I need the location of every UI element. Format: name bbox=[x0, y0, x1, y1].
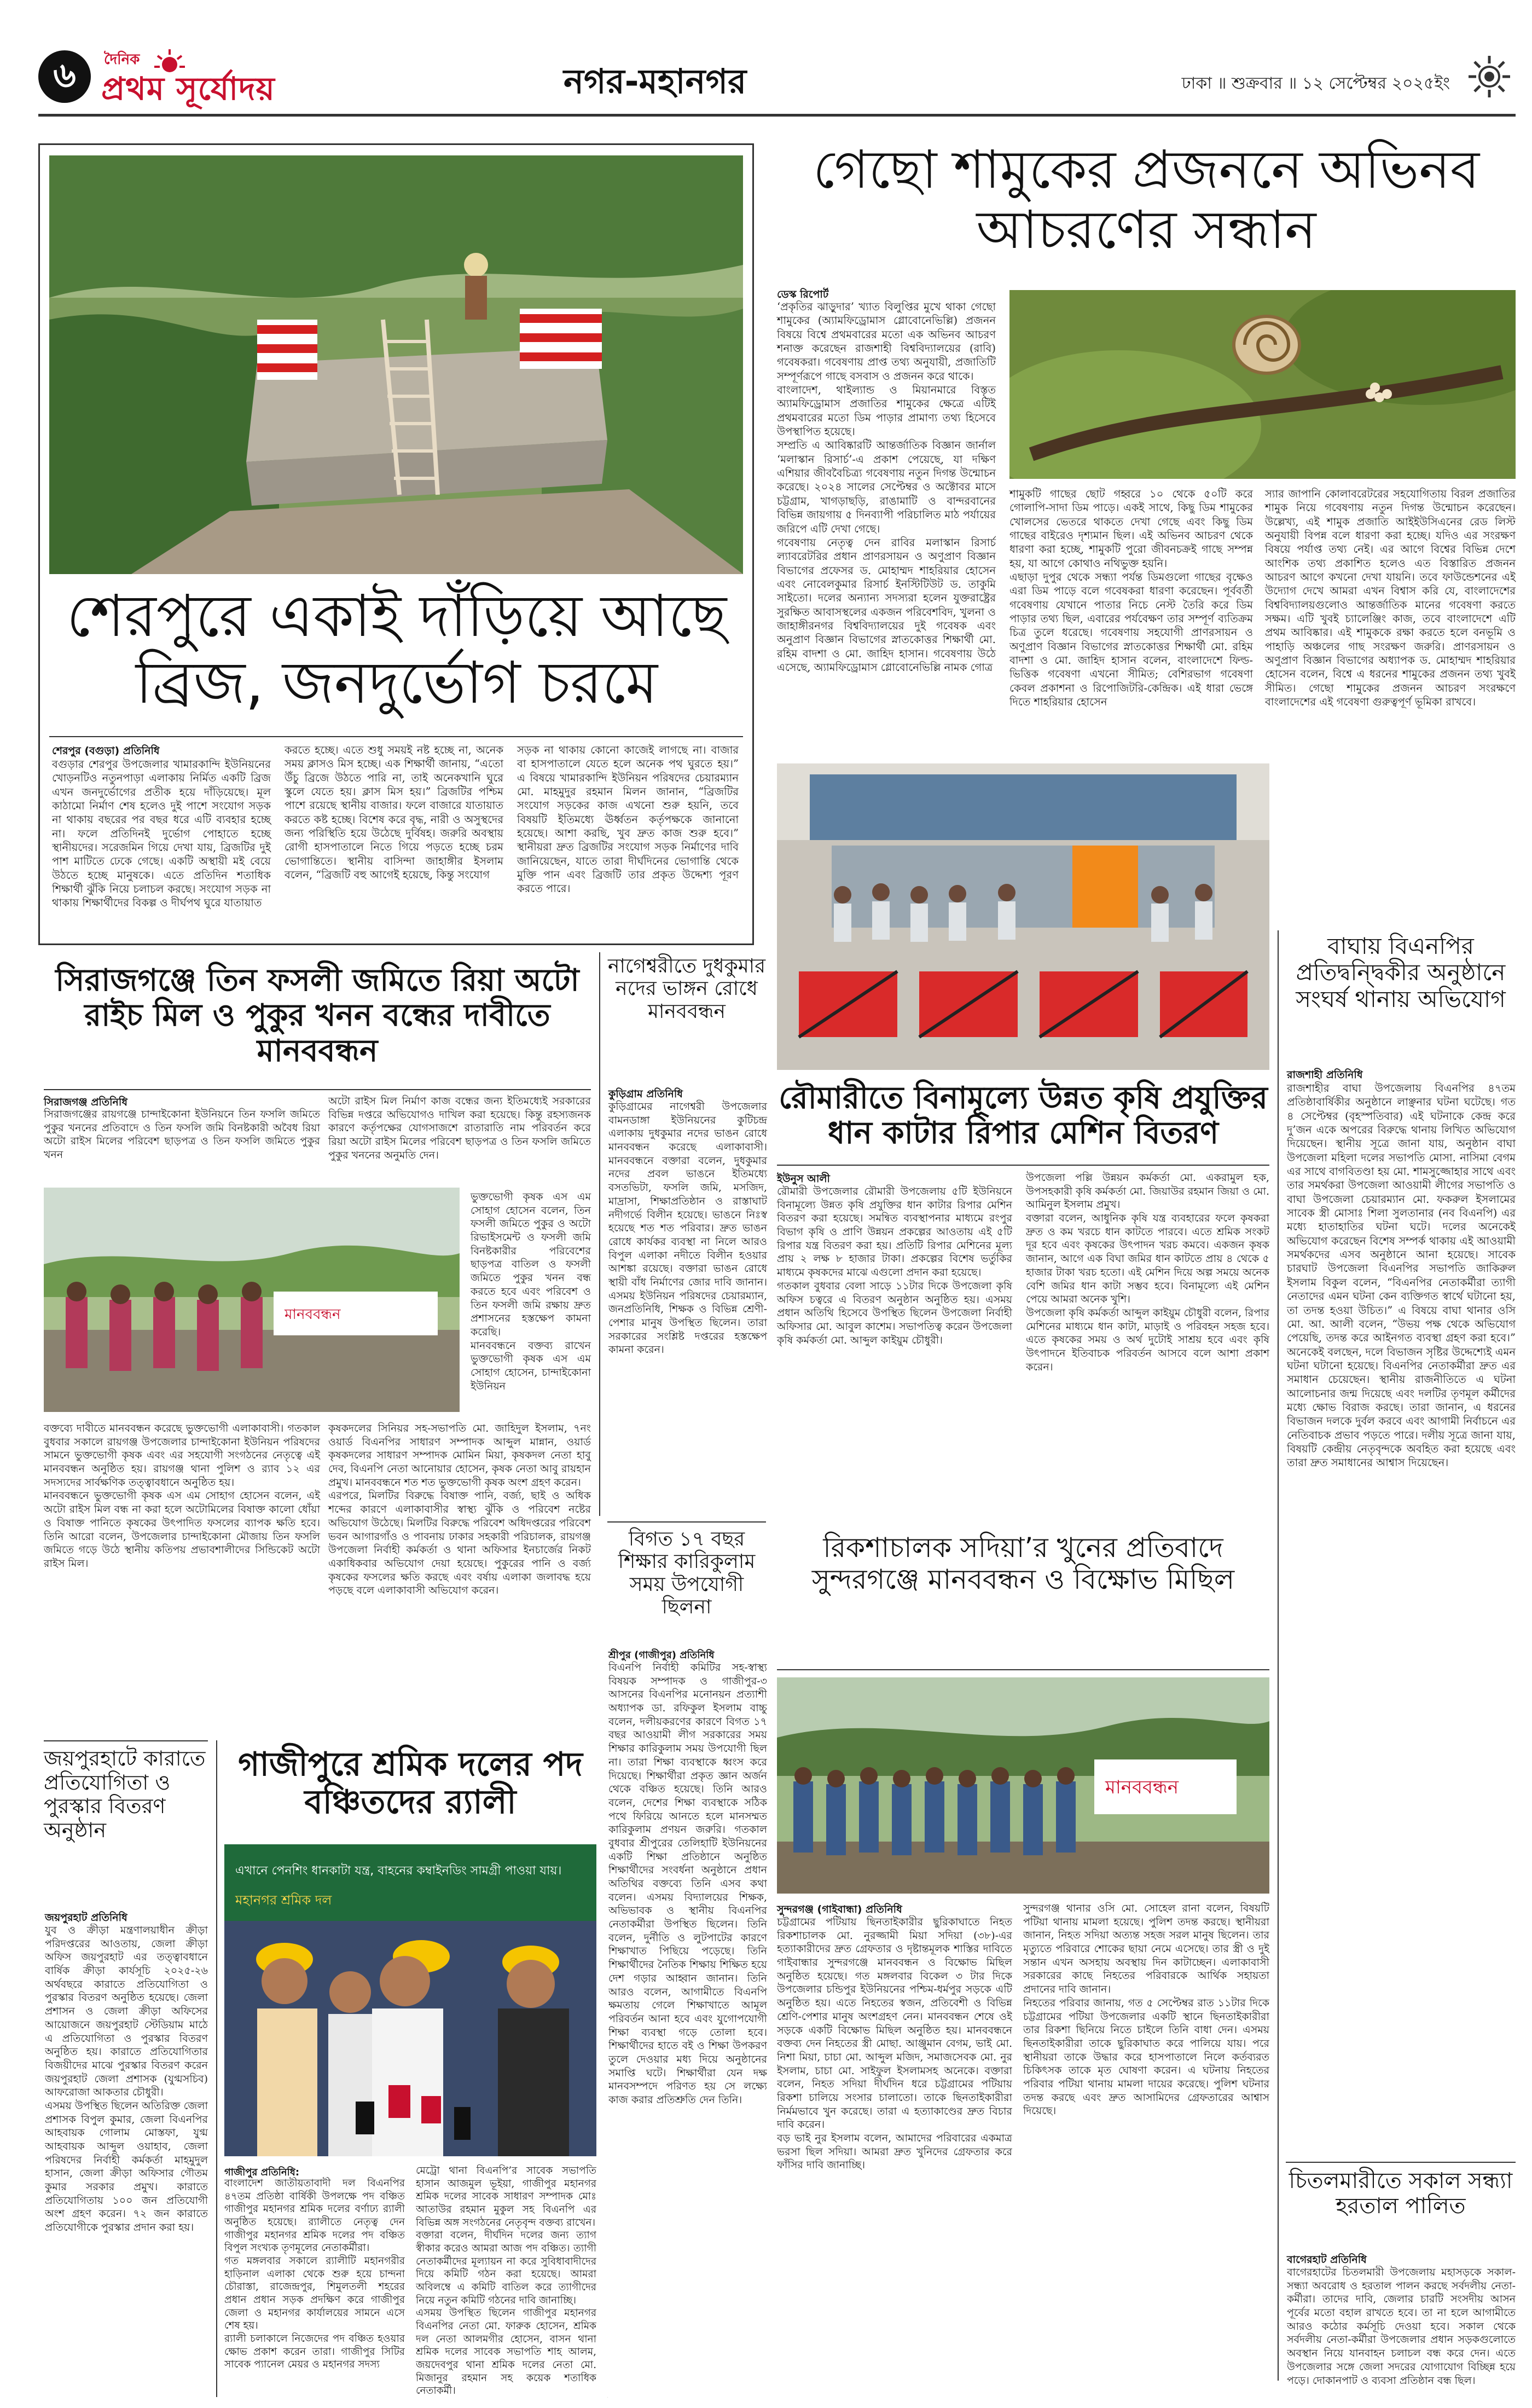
syllabus-rule bbox=[607, 1521, 766, 1523]
snail-byline: ডেস্ক রিপোর্ট bbox=[777, 288, 829, 300]
sirajganj-col-1: সিরাজগঞ্জের রায়গঞ্জে চান্দাইকোনা ইউনিয়নে তিন ফসলি জমিতে পুকুর খননের প্রতিবাদে ও তিন ফসলি জমি বিনষ্টকারী অবৈধ রিয়া অটো রাইস মিলের পরিবেশ ছাড়পত্র ও তিন ফসলি জমিতে পুকুর খনন bbox=[44, 1108, 320, 1161]
gazipur-headline: গাজীপুরে শ্রমিক দলের পদ বঞ্চিতদের র‍্যালী bbox=[238, 1745, 583, 1821]
roumari-col-2: উপজেলা পল্লি উন্নয়ন কর্মকর্তা মো. একরামুল হক, উপসহকারী কৃষি কর্মকর্তা মো. জিয়াউর রহমান জিয়া ও মো. আমিনুল ইসলাম প্রমুখ। বক্তারা বলেন, আধুনিক কৃষি যন্ত্র ব্যবহারের ফলে কৃষকরা দ্রুত ও কম খরচে ধান কাটতে পারবে। এতে শ্রমিক সংকট দূর হবে এবং কৃষকের উৎপাদন খরচ কমবে। একজন কৃষক জানান, আগে এক বিঘা জমির ধান কাটতে প্রায় ৪ থেকে ৫ হাজার টাকা খরচ হতো। এই মেশিন দিয়ে অল্প সময়ে অনেক বেশি জমির ধান কাটা সম্ভব হবে। বিনামূল্যে এই মেশিন পেয়ে আমরা অনেক খুশি। উপজেলা কৃষি কর্মকর্তা আব্দুল কাইয়ুম চৌধুরী বলেন, রিপার মেশিনের মাধ্যমে ধান কাটা, মাড়াই ও পরিবহন সহজ হবে। এতে কৃষকের সময় ও অর্থ দুটোই সাশ্রয় হবে এবং কৃষি উৎপাদনে ইতিবাচক পরিবর্তন আসবে বলে আশা প্রকাশ করেন। bbox=[1026, 1172, 1269, 1373]
chitalmari-rule bbox=[1286, 2162, 1516, 2163]
sirajganj-col-2: অটো রাইস মিল নির্মাণ কাজ বন্ধের জন্য ইতিমধ্যেই সরকারের বিভিন্ন দপ্তরে অভিযোগও দাখিল করা হয়েছে। কিন্তু রহস্যজনক কারণে কর্তৃপক্ষের যোগসাজশে রাতারাতি নাম পরিবর্তন করে রিয়া অটো রাইস মিলের পরিবেশ ছাড়পত্র ও তিন ফসলি জমিতে পুকুর খননের অনুমতি দেন। bbox=[328, 1095, 591, 1161]
snail-headline: গেছো শামুকের প্রজননে অভিনব আচরণের সন্ধান bbox=[813, 139, 1480, 261]
nageshwari-byline: কুড়িগ্রাম প্রতিনিধি bbox=[608, 1088, 683, 1100]
roumari-headline-rule bbox=[777, 1165, 1269, 1166]
sirajganj-headline: সিরাজগঞ্জে তিন ফসলী জমিতে রিয়া অটো রাইচ মিল ও পুকুর খনন বন্ধের দাবীতে মানববন্ধন bbox=[55, 963, 579, 1069]
chitalmari-headline: চিতলমারীতে সকাল সন্ধ্যা হরতাল পালিত bbox=[1289, 2168, 1513, 2219]
bridge-col-1: বগুড়ার শেরপুর উপজেলার খামারকান্দি ইউনিয়নের খোড়নটিও নতুনপাড়া এলাকায় নির্মিত একটি ব্রিজ এখন জনদুর্ভোগের প্রতীক হয়ে দাঁড়িয়েছে। মূল কাঠামো নির্মাণ শেষ হলেও দুই পাশে সংযোগ সড়ক না থাকায় বছরের পর বছর ধরে এটি ব্যবহার হচ্ছে না। ফলে প্রতিদিনই দুর্ভোগ পোহাতে হচ্ছে স্থানীয়দের। সরেজমিন গিয়ে দেখা যায়, ব্রিজটির দুই পাশ মাটিতে ঢেকে গেছে। একটি অস্থায়ী মই বেয়ে উঠতে হচ্ছে মানুষকে। এতে প্রতিদিন শতাধিক শিক্ষার্থী ঝুঁকি নিয়ে চলাচল করছে। সংযোগ সড়ক না থাকায় শিক্ষার্থীদের বিকল্প ও দীর্ঘপথ ঘুরে যাতায়াত bbox=[52, 758, 271, 910]
baghai-headline: বাঘায় বিএনপির প্রতিদ্বন্দ্বিকীর অনুষ্ঠানে সংঘর্ষ থানায় অভিযোগ bbox=[1296, 933, 1506, 1012]
bridge-byline: শেরপুর (বগুড়া) প্রতিনিধি bbox=[52, 745, 160, 757]
ornament-icon bbox=[1466, 54, 1512, 100]
gazipur-divider bbox=[216, 1740, 217, 2397]
baghai-byline: রাজশাহী প্রতিনিধি bbox=[1287, 1069, 1363, 1081]
gazipur-col-1: বাংলাদেশ জাতীয়তাবাদী দল বিএনপির ৪৭তম প্রতিষ্ঠা বার্ষিকী উপলক্ষে পদ বঞ্চিত গাজীপুর মহানগর শ্রমিক দলের বর্ণাঢ্য র‍্যালী অনুষ্ঠিত হয়েছে। র‍্যালীতে নেতৃত্ব দেন গাজীপুর মহানগর শ্রমিক দলের পদ বঞ্চিত বিপুল সংখ্যক তৃণমূলের নেতাকর্মীরা। গত মঙ্গলবার সকালে র‍্যালীটি মহানগরীর হাড়িনাল এলাকা থেকে শুরু হয়ে চান্দনা চৌরাস্তা, রাজেন্দ্রপুর, শিমুলতলী শহরের প্রধান প্রধান সড়ক প্রদক্ষিণ করে গাজীপুর জেলা ও মহানগর কার্যালয়ের সামনে এসে শেষ হয়। র‍্যালী চলাকালে নিজেদের পদ বঞ্চিত হওয়ার ক্ষোভ প্রকাশ করেন তারা। গাজীপুর সিটির সাবেক প্যানেল মেয়র ও মহানগর সদস্য bbox=[224, 2178, 405, 2371]
bridge-photo bbox=[49, 155, 743, 574]
gazipur-banner-1: এখানে পেনশিং ধানকাটা যন্ত্র, বাহনের কম্বাইনডিং সামগ্রী পাওয়া যায়। bbox=[235, 1864, 562, 1878]
joypurhat-headline: জয়পুরহাটে কারাতে প্রতিযোগিতা ও পুরস্কার বিতরণ অনুষ্ঠান bbox=[44, 1746, 206, 1843]
nageshwari-divider bbox=[599, 952, 600, 1516]
chitalmari-byline: বাগেরহাট প্রতিনিধি bbox=[1287, 2254, 1367, 2266]
roumari-byline: ইউনুস আলী bbox=[777, 1173, 830, 1185]
gazipur-byline: গাজীপুর প্রতিনিধি: bbox=[224, 2167, 300, 2178]
sirajganj-col-4: কৃষকদলের সিনিয়র সহ-সভাপতি মো. জাহিদুল ইসলাম, ৭নং ওয়ার্ড বিএনপির সাধারণ সম্পাদক আব্দুল মান্নান, ওয়ার্ড কৃষকদলের সাধারণ সম্পাদক মোমিন মিয়া, কৃষকদল নেতা হাবু দেব, বিএনপি নেতা আনোয়ার হোসেন, কৃষক নেতা আবু রায়হান প্রমুখ। মানববন্ধনে শত শত ভুক্তভোগী কৃষক অংশ গ্রহণ করেন। এরপরে, মিলটির বিরুদ্ধে বিষাক্ত পানি, বর্জ্য, ছাই ও অধিক শব্দের কারণে এলাকাবাসীর স্বাস্থ্য ঝুঁকি ও পরিবেশ নষ্টের অভিযোগ উঠেছে। মিলটির বিরুদ্ধে পরিবেশ অধিদপ্তরের পরিবেশ ভবন আগারগাঁও ও পাবনায় ঢাকার সহকারী পরিচালক, রায়গঞ্জ উপজেলা নির্বাহী কর্মকর্তা ও থানা অফিসার ইনচার্জের নিকট একাধিকবার অভিযোগ দেয়া হয়েছে। পুকুরের পানি ও বর্জ্য কৃষকের ফসলের ক্ষতি করছে এবং বর্ষায় এলাকা জলাবদ্ধ হয়ে পড়ছে বলে এলাকাবাসী অভিযোগ করেন। bbox=[328, 1422, 591, 1597]
masthead-rule bbox=[38, 114, 1516, 117]
gazipur-banner-2: মহানগর শ্রমিক দল bbox=[235, 1892, 332, 1908]
joypurhat-body: যুব ও ক্রীড়া মন্ত্রণালয়াধীন ক্রীড়া পরিদপ্তরের আওতায়, জেলা ক্রীড়া অফিস জয়পুরহাট এর তত্ত্বাবধানে বার্ষিক ক্রীড়া কার্যসূচি ২০২৫-২৬ অর্থবছরে কারাতে প্রতিযোগিতা ও পুরস্কার বিতরণ অনুষ্ঠিত হয়েছে। জেলা প্রশাসন ও জেলা ক্রীড়া অফিসের আয়োজনে জয়পুরহাট স্টেডিয়াম মাঠে এ প্রতিযোগিতা ও পুরস্কার বিতরণ অনুষ্ঠিত হয়। কারাতে প্রতিযোগিতার বিজয়ীদের মাঝে পুরস্কার বিতরণ করেন জয়পুরহাট জেলা প্রশাসক (যুগ্মসচিব) আফরোজা আকতার চৌধুরী। এসময় উপস্থিত ছিলেন অতিরিক্ত জেলা প্রশাসক বিপুল কুমার, জেলা বিএনপির আহবায়ক গোলাম মোস্তফা, যুগ্ম আহবায়ক আব্দুল ওয়াহাব, জেলা পরিষদের নির্বাহী কর্মকর্তা মাহমুদুল হাসান, জেলা ক্রীড়া অফিসার গৌতম কুমার সরকার প্রমুখ। কারাতে প্রতিযোগিতায় ১০০ জন প্রতিযোগী অংশ গ্রহণ করেন। ৭২ জন কারাতে প্রতিযোগীকে পুরস্কার প্রদান করা হয়। bbox=[45, 1924, 208, 2234]
chitalmari-body: বাগেরহাটের চিতলমারী উপজেলায় মহাসড়কে সকাল-সন্ধ্যা অবরোধ ও হরতাল পালন করছে সর্বদলীয় নেতা-কর্মীরা। তাদের দাবি, জেলার চারটি সংসদীয় আসন পূর্বের মতো বহাল রাখতে হবে। তা না হলে আগামীতে আরও কঠোর কর্মসূচি দেওয়া হবে। সকাল থেকে সর্বদলীয় নেতা-কর্মীরা উপজেলার প্রধান সড়কগুলোতে অবস্থান নিয়ে যানবাহন চলাচল বন্ধ করে দেন। এতে উপজেলার সঙ্গে জেলা সদরের যোগাযোগ বিচ্ছিন্ন হয়ে পড়ে। দোকানপাট ও ব্যবসা প্রতিষ্ঠান বন্ধ ছিল। bbox=[1287, 2266, 1516, 2387]
nageshwari-headline: নাগেশ্বরীতে দুধকুমার নদের ভাঙ্গন রোধে মানববন্ধন bbox=[607, 955, 766, 1023]
sirajganj-headline-rule bbox=[44, 1089, 591, 1090]
joypurhat-byline: জয়পুরহাট প্রতিনিধি bbox=[45, 1912, 127, 1924]
snail-photo bbox=[1009, 290, 1516, 479]
baghai-body: রাজশাহীর বাঘা উপজেলায় বিএনপির ৪৭তম প্রতিষ্ঠাবার্ষিকীর অনুষ্ঠানে লাঞ্ছনার ঘটনা ঘটেছে। গত ৪ সেপ্টেম্বর (বৃহস্পতিবার) এই ঘটনাকে কেন্দ্র করে দু’জন একে অপরের বিরুদ্ধে থানায় লিখিত অভিযোগ দিয়েছেন। স্থানীয় সূত্রে জানা যায়, অনুষ্ঠান বাঘা উপজেলা মহিলা দলের সভাপতি মোসা. নাসিমা বেগম এর সাথে বাগবিতণ্ডা হয় মো. শামসুজ্জোহার সাথে এবং তার সমর্থকরা উপজেলা আওয়ামী লীগের সভাপতি ও বাঘা উপজেলা চেয়ারম্যান মো. ফকরুল ইসলামের সাবেক স্ত্রী মোসাঃ শিলা সুলতানার (নব বিএনপি) এর মধ্যে হাতাহাতির ঘটনা ঘটে। দলের অনেকেই অভিযোগ করেছেন বিশেষ সম্পর্ক থাকায় এই আওয়ামী সমর্থকদের এসব অনুষ্ঠানে আনা হয়েছে। সাবেক চারঘাট উপজেলা বিএনপির সভাপতি জাকিরুল ইসলাম বিকুল বলেন, “বিএনপির নেতাকর্মীরা ত্যাগী নেতাদের এমন ঘটনা কেন ব্যক্তিগত স্বার্থে ঘটানো হয়, তা তদন্ত হওয়া উচিত।” এ বিষয়ে বাঘা থানার ওসি মো. আ. আলী বলেন, “উভয় পক্ষ থেকে অভিযোগ পেয়েছি, তদন্ত করে আইনগত ব্যবস্থা গ্রহণ করা হবে।” অনেকেই বলছেন, দলে বিভাজন সৃষ্টির উদ্দেশ্যেই এমন ঘটনা ঘটানো হয়েছে। বিএনপির নেতাকর্মীরা দ্রুত এর সমাধান চেয়েছেন। স্থানীয় রাজনীতিতে এ ঘটনা আলোচনার জন্ম দিয়েছে এবং দলটির তৃণমূল কর্মীদের মধ্যে ক্ষোভ বিরাজ করছে। তারা জানান, এ ধরনের বিভাজন দলকে দুর্বল করবে এবং আগামী নির্বাচনে এর নেতিবাচক প্রভাব পড়তে পারে। দলীয় সূত্রে জানা যায়, বিষয়টি কেন্দ্রীয় নেতৃবৃন্দকে অবহিত করা হয়েছে এবং তারা দ্রুত সমাধানের আশ্বাস দিয়েছেন। bbox=[1287, 1082, 1516, 1469]
dateline: ঢাকা ॥ শুক্রবার ॥ ১২ সেপ্টেম্বর ২০২৫ইং bbox=[1181, 74, 1450, 93]
gazipur-col-3 bbox=[607, 2397, 608, 2398]
sirajganj-byline: সিরাজগঞ্জ প্রতিনিধি bbox=[44, 1096, 127, 1108]
roumari-photo bbox=[777, 763, 1269, 1070]
sadia-col-2: সুন্দরগঞ্জ থানার ওসি মো. সোহেল রানা বলেন, বিষয়টি পটিয়া থানায় মামলা হয়েছে। পুলিশ তদন্ত করছে। স্থানীয়রা জানান, নিহত সদিয়া অত্যন্ত সহজ সরল মানুষ ছিলেন। তার মৃত্যুতে পরিবারে শোকের ছায়া নেমে এসেছে। তার স্ত্রী ও দুই সন্তান এখন অসহায় অবস্থায় দিন কাটাচ্ছেন। এলাকাবাসী সরকারের কাছে নিহতের পরিবারকে আর্থিক সহায়তা প্রদানের দাবি জানান। নিহতের পরিবার জানায়, গত ৫ সেপ্টেম্বর রাত ১১টার দিকে চট্টগ্রামের পটিয়া উপজেলার একটি স্থানে ছিনতাইকারীরা তার রিকশা ছিনিয়ে নিতে চাইলে তিনি বাধা দেন। এসময় ছিনতাইকারীরা তাকে ছুরিকাঘাত করে পালিয়ে যায়। পরে স্থানীয়রা তাকে উদ্ধার করে হাসপাতালে নিলে কর্তব্যরত চিকিৎসক তাকে মৃত ঘোষণা করেন। এ ঘটনায় নিহতের পরিবার পটিয়া থানায় মামলা দায়ের করেছে। পুলিশ ঘটনার তদন্ত করছে এবং দ্রুত আসামিদের গ্রেফতারের আশ্বাস দিয়েছে। bbox=[1023, 1902, 1269, 2117]
syllabus-headline: বিগত ১৭ বছর শিক্ষার কারিকুলাম সময় উপযোগী ছিলনা bbox=[618, 1528, 756, 1619]
newspaper-name: প্রথম সূর্যোদয় bbox=[101, 70, 275, 107]
roumari-col-1: রৌমারী উপজেলার রৌমারী উপজেলায় ৫টি ইউনিয়নে বিনামূল্যে উন্নত কৃষি প্রযুক্তির ধান কাটার রিপার মেশিন বিতরণ করা হয়েছে। সমন্বিত ব্যবস্থাপনার মাধ্যমে রংপুর বিভাগ কৃষি ও প্রাণি উন্নয়ন প্রকল্পের আওতায় এই ৫টি রিপার যন্ত্র বিতরণ করা হয়। প্রতিটি রিপার মেশিনের মূল্য প্রায় ২ লক্ষ ৮ হাজার টাকা। প্রকল্পের বিশেষ ভর্তুকির মাধ্যমে কৃষকদের মাঝে এগুলো প্রদান করা হয়েছে। গতকাল বুধবার বেলা সাড়ে ১১টার দিকে উপজেলা কৃষি অফিস চত্বরে এ বিতরণ অনুষ্ঠান অনুষ্ঠিত হয়। এসময় প্রধান অতিথি হিসেবে উপস্থিত ছিলেন উপজেলা নির্বাহী অফিসার মো. আবুল কাশেম। সভাপতিত্ব করেন উপজেলা কৃষি কর্মকর্তা মো. আব্দুল কাইয়ুম চৌধুরী। bbox=[777, 1185, 1012, 1346]
sirajganj-photo bbox=[44, 1188, 460, 1412]
sadia-photo bbox=[777, 1677, 1269, 1894]
syllabus-byline: শ্রীপুর (গাজীপুর) প্রতিনিধি bbox=[608, 1649, 715, 1661]
sadia-col-1: চট্টগ্রামের পটিয়ায় ছিনতাইকারীর ছুরিকাঘাতে নিহত রিকশাচালক মো. নুরজ্জামী মিয়া সদিয়া (৩৮)-এর হত্যাকারীদের দ্রুত গ্রেফতার ও দৃষ্টান্তমূলক শাস্তির দাবিতে গাইবান্ধার সুন্দরগঞ্জে মানববন্ধন ও বিক্ষোভ মিছিল অনুষ্ঠিত হয়েছে। গত মঙ্গলবার বিকেল ৩ টার দিকে উপজেলার চন্ডিপুর ইউনিয়নের পশ্চিম-ধর্মপুর সড়কে এটি অনুষ্ঠিত হয়। এতে নিহতের স্বজন, প্রতিবেশী ও বিভিন্ন শ্রেণি-পেশার মানুষ অংশগ্রহণ নেন। মানববন্ধন শেষে ওই সড়কে একটি বিক্ষোভ মিছিল অনুষ্ঠিত হয়। মানববন্ধনে বক্তব্য দেন নিহতের স্ত্রী মোছা. আঞ্জুমান বেগম, ভাই মো. নিশা মিয়া, চাচা মো. আব্দুল মজিদ, সমাজসেবক মো. নুর ইসলাম, চাচা মো. সাইফুল ইসলামসহ অনেকে। বক্তারা বলেন, নিহত সদিয়া দীর্ঘদিন ধরে চট্টগ্রামের পটিয়ায় রিকশা চালিয়ে সংসার চালাতো। তাকে ছিনতাইকারীরা নির্মমভাবে খুন করেছে। তারা এ হত্যাকাণ্ডের দ্রুত বিচার দাবি করেন। বড় ভাই নুর ইসলাম বলেন, আমাদের পরিবারের একমাত্র ভরসা ছিল সদিয়া। আমরা দ্রুত খুনিদের গ্রেফতার করে ফাঁসির দাবি জানাচ্ছি। bbox=[777, 1916, 1012, 2172]
sirajganj-col-3: বক্তব্যে দাবীতে মানববন্ধন করেছে ভুক্তভোগী এলাকাবাসী। গতকাল বুধবার সকালে রায়গঞ্জ উপজেলার চান্দাইকোনা ইউনিয়ন পরিষদের সামনে ভুক্তভোগী কৃষক এবং এর সহযোগী সংগঠনের নেতৃত্বে এই মানববন্ধন অনুষ্ঠিত হয়। রায়গঞ্জ থানা পুলিশ ও র‍্যাব ১২ এর সদস্যদের সার্বক্ষণিক তত্ত্বাবধানে অনুষ্ঠিত হয়। মানববন্ধনে ভুক্তভোগী কৃষক এস এম সোহাগ হোসেন বলেন, এই অটো রাইস মিল বন্ধ না করা হলে অটোমিলের বিষাক্ত কালো ধোঁয়া ও বিষাক্ত পানিতে কৃষকের উৎপাদিত ফসলের ব্যাপক ক্ষতি হবে। তিনি আরো বলেন, উপজেলার চান্দাইকোনা মৌজায় তিন ফসলি জমিতে গড়ে উঠে স্থানীয় কতিপয় প্রভাবশালীদের সিন্ডিকেট অটো রাইস মিল। bbox=[44, 1422, 320, 1570]
gazipur-col-2: মেট্রো থানা বিএনপি’র সাবেক সভাপতি হাসান আজমুল ভূইয়া, গাজীপুর মহানগর শ্রমিক দলের সাবেক সাধারণ সম্পাদক মোঃ আতাউর রহমান মুকুল সহ বিএনপি এর বিভিন্ন অঙ্গ সংগঠনের নেতৃবৃন্দ বক্তব্য রাখেন। বক্তারা বলেন, দীর্ঘদিন দলের জন্য ত্যাগ স্বীকার করেও আমরা আজ পদ বঞ্চিত। ত্যাগী নেতাকর্মীদের মূল্যায়ন না করে সুবিধাবাদীদের দিয়ে কমিটি গঠন করা হয়েছে। আমরা অবিলম্বে এ কমিটি বাতিল করে ত্যাগীদের নিয়ে নতুন কমিটি গঠনের দাবি জানাচ্ছি। এসময় উপস্থিত ছিলেন গাজীপুর মহানগর বিএনপির নেতা মো. ফারুক হোসেন, শ্রমিক দল নেতা আলমগীর হোসেন, বাসন থানা শ্রমিক দলের সাবেক সভাপতি শাহ আলম, জয়দেবপুর থানা শ্রমিক দলের নেতা মো. মিজানুর রহমান সহ কয়েক শতাধিক নেতাকর্মী। bbox=[416, 2165, 596, 2397]
joypurhat-rule bbox=[44, 1740, 208, 1741]
sadia-headline: রিকশাচালক সদিয়া’র খুনের প্রতিবাদে সুন্দরগঞ্জে মানববন্ধন ও বিক্ষোভ মিছিল bbox=[811, 1532, 1235, 1595]
section-title: নগর-মহানগর bbox=[564, 61, 747, 101]
bridge-headline: শেরপুরে একাই দাঁড়িয়ে আছে ব্রিজ, জনদুর্ভোগ চরমে bbox=[66, 582, 727, 716]
sirajganj-banner-text: মানববন্ধন bbox=[285, 1306, 341, 1323]
sadia-byline: সুন্দরগঞ্জ (গাইবান্ধা) প্রতিনিধি bbox=[777, 1903, 902, 1915]
sirajganj-col-2b: ভুক্তভোগী কৃষক এস এম সোহাগ হোসেন বলেন, তিন ফসলী জমিতে পুকুর ও অটো রিভাইসমেন্ট ও ফসলী জমি বিনষ্টকারীর পরিবেশের ছাড়পত্র বাতিল ও ফসলী জমিতে পুকুর খনন বন্ধ করতে হবে এবং পরিবেশ ও তিন ফসলী জমি রক্ষায় দ্রুত প্রশাসনের হস্তক্ষেপ কামনা করেছি। মানববন্ধনে বক্তব্য রাখেন ভুক্তভোগী কৃষক এস এম সোহাগ হোসেন, চান্দাইকোনা ইউনিয়ন bbox=[471, 1191, 591, 1392]
syllabus-body: বিএনপি নির্বাহী কমিটির সহ-স্বাস্থ্য বিষয়ক সম্পাদক ও গাজীপুর-৩ আসনের বিএনপির মনোনয়ন প্রত্যাশী অধ্যাপক ডা. রফিকুল ইসলাম বাচ্চু বলেন, দলীয়করণের কারণে বিগত ১৭ বছর আওয়ামী লীগ সরকারের সময় শিক্ষার কারিকুলাম সময় উপযোগী ছিল না। তারা শিক্ষা ব্যবস্থাকে ধ্বংস করে দিয়েছে। শিক্ষার্থীরা প্রকৃত জ্ঞান অর্জন থেকে বঞ্চিত হয়েছে। তিনি আরও বলেন, দেশের শিক্ষা ব্যবস্থাকে সঠিক পথে ফিরিয়ে আনতে হলে মানসম্মত কারিকুলাম প্রণয়ন জরুরি। গতকাল বুধবার শ্রীপুরের তেলিহাটি ইউনিয়নের একটি শিক্ষা প্রতিষ্ঠানে অনুষ্ঠিত শিক্ষার্থীদের সংবর্ধনা অনুষ্ঠানে প্রধান অতিথির বক্তব্যে তিনি এসব কথা বলেন। এসময় বিদ্যালয়ের শিক্ষক, অভিভাবক ও স্থানীয় বিএনপির নেতাকর্মীরা উপস্থিত ছিলেন। তিনি বলেন, দুর্নীতি ও লুটপাটের কারণে শিক্ষাখাত পিছিয়ে পড়েছে। তিনি শিক্ষার্থীদের নৈতিক শিক্ষায় শিক্ষিত হয়ে দেশ গড়ার আহ্বান জানান। তিনি আরও বলেন, আগামীতে বিএনপি ক্ষমতায় গেলে শিক্ষাখাতে আমূল পরিবর্তন আনা হবে এবং যুগোপযোগী শিক্ষা ব্যবস্থা গড়ে তোলা হবে। শিক্ষার্থীদের হাতে বই ও শিক্ষা উপকরণ তুলে দেওয়ার মধ্য দিয়ে অনুষ্ঠানের সমাপ্তি ঘটে। শিক্ষার্থীরা যেন দক্ষ মানবসম্পদে পরিণত হয় সে লক্ষ্যে কাজ করার প্রতিশ্রুতি দেন তিনি। bbox=[608, 1662, 767, 2106]
roumari-headline: রৌমারীতে বিনামূল্যে উন্নত কৃষি প্রযুক্তির ধান কাটার রিপার মেশিন বিতরণ bbox=[779, 1080, 1268, 1151]
masthead-daily-label: দৈনিক bbox=[104, 51, 140, 68]
bridge-col-3: সড়ক না থাকায় কোনো কাজেই লাগছে না। বাজার বা হাসপাতালে যেতে হলে অনেক পথ ঘুরতে হয়।” এ বিষয়ে খামারকান্দি ইউনিয়ন পরিষদের চেয়ারম্যান মো. মাহমুদুর রহমান মিলন জানান, “ব্রিজটির সংযোগ সড়কের কাজ এখনো শুরু হয়নি, তবে বিষয়টি ইতিমধ্যে ঊর্ধ্বতন কর্তৃপক্ষকে জানানো হয়েছে। আশা করছি, খুব দ্রুত কাজ শুরু হবে।” স্থানীয়রা দ্রুত ব্রিজটির সংযোগ সড়ক নির্মাণের দাবি জানিয়েছেন, যাতে তারা দীর্ঘদিনের ভোগান্তি থেকে মুক্তি পান এবং ব্রিজটি তার প্রকৃত উদ্দেশ্য পূরণ করতে পারে। bbox=[517, 744, 739, 895]
masthead bbox=[38, 44, 1516, 109]
baghai-divider bbox=[1278, 930, 1279, 2381]
bridge-headline-rule bbox=[49, 736, 743, 737]
sadia-headline-rule bbox=[777, 1669, 1269, 1670]
sadia-banner-text: মানববন্ধন bbox=[1105, 1776, 1179, 1798]
snail-col-1: ‘প্রকৃতির ঝাড়ুদার’ খ্যাত বিলুপ্তির মুখে থাকা গেছো শামুকের (অ্যামফিড্রোমাস গ্লোবোনেভিল্লি) প্রজনন বিষয়ে বিশ্বে প্রথমবারের মতো এক অভিনব আচরণ শনাক্ত করেছেন রাজশাহী বিশ্ববিদ্যালয়ের (রাবি) গবেষকরা। গবেষণায় প্রাপ্ত তথ্য অনুযায়ী, প্রজাতিটি সম্পূর্ণরূপে গাছে বসবাস ও প্রজনন করে থাকে। বাংলাদেশ, থাইল্যান্ড ও মিয়ানমারে বিস্তৃত অ্যামফিড্রোমাস প্রজাতির শামুকের ক্ষেত্রে এটিই প্রথমবারের মতো ডিম পাড়ার প্রামাণ্য তথ্য হিসেবে উপস্থাপিত হয়েছে। সম্প্রতি এ আবিষ্কারটি আন্তর্জাতিক বিজ্ঞান জার্নাল ‘মলাস্কান রিসার্চ’-এ প্রকাশ পেয়েছে, যা দক্ষিণ এশিয়ার জীববৈচিত্র্য গবেষণায় নতুন দিগন্ত উন্মোচন করেছে। ২০২৪ সালের সেপ্টেম্বর ও অক্টোবর মাসে চট্টগ্রাম, খাগড়াছড়ি, রাঙামাটি ও বান্দরবানের বিভিন্ন জায়গায় ৫ দিনব্যাপী পরিচালিত মাঠ পর্যায়ের জরিপে এটি দেখা গেছে। গবেষণায় নেতৃত্ব দেন রাবির মলাস্কান রিসার্চ ল্যাবরেটরির প্রধান প্রাণরসায়ন ও অণুপ্রাণ বিজ্ঞান বিভাগের প্রফেসর ড. মোহাম্মদ শাহরিয়ার হোসেন এবং নোবেলকুমার রিসার্চ ইনস্টিটিউট ড. তাকুমি সাইতো। দলের অন্যান্য সদস্যরা হলেন যুক্তরাষ্ট্রের সুরক্ষিত আবাসস্থলের একজন পরিবেশবিদ, খুলনা ও জাহাঙ্গীরনগর বিশ্ববিদ্যালয়ের দুই গবেষক এবং অনুপ্রাণ বিজ্ঞান বিভাগের স্নাতকোত্তর শিক্ষার্থী মো. রহিম বাদশা ও মো. জাহিদ হাসান। গবেষণায় উঠে এসেছে, অ্যামফিড্রোমাস গ্লোবোনেভিল্লি নামক গোত্র bbox=[777, 300, 996, 674]
snail-col-3: স্যার জাপানি কোলাবরেটরের সহযোগিতায় বিরল প্রজাতির শামুক নিয়ে গবেষণায় নতুন দিগন্ত উন্মোচন করেছেন। উল্লেখ্য, এই শামুক প্রজাতি আইইউসিএনের রেড লিস্ট অনুযায়ী বিপন্ন বলে ধারণা করা হচ্ছে। যদিও এর সংরক্ষণ বিষয়ে পর্যাপ্ত তথ্য নেই। এর আগে বিশ্বের বিভিন্ন দেশে আংশিক তথ্য প্রকাশিত হলেও এত বিস্তারিত প্রজনন আচরণ আগে কখনো দেখা যায়নি। তবে ফাউন্ডেশনের এই উদ্যোগ দেখে আমরা এখন বিশ্বাস করি যে, বাংলাদেশের বিশ্ববিদ্যালয়গুলোও আন্তর্জাতিক মানের গবেষণা করতে সক্ষম। এটি খুবই চ্যালেঞ্জিং কাজ, তবে বাংলাদেশে এটি প্রথম আবিষ্কার। এই শামুককে রক্ষা করতে হলে বনভূমি ও পাহাড়ি অঞ্চলের গাছ সংরক্ষণ জরুরি। প্রাণরসায়ন ও অণুপ্রাণ বিজ্ঞান বিভাগের অধ্যাপক ড. মোহাম্মদ শাহরিয়ার হোসেন বলেন, বিশ্বে এ ধরনের শামুকের প্রজনন তথ্য খুবই সীমিত। গেছো শামুকের প্রজনন আচরণ সংরক্ষণে বাংলাদেশের এই গবেষণা গুরুত্বপূর্ণ ভূমিকা রাখবে। bbox=[1265, 488, 1516, 709]
page-number-badge: ৬ bbox=[38, 50, 91, 103]
nageshwari-body: কুড়িগ্রামের নাগেশ্বরী উপজেলার বামনডাঙ্গা ইউনিয়নের কুটিচন্দ্র এলাকায় দুধকুমার নদের ভাঙন রোধে মানববন্ধন করেছে এলাকাবাসী। মানববন্ধনে বক্তারা বলেন, দুধকুমার নদের প্রবল ভাঙনে ইতিমধ্যে বসতভিটা, ফসলি জমি, মসজিদ, মাদ্রাসা, শিক্ষাপ্রতিষ্ঠান ও রাস্তাঘাট নদীগর্ভে বিলীন হয়েছে। ভাঙনে নিঃস্ব হয়েছে শত শত পরিবার। দ্রুত ভাঙন রোধে কার্যকর ব্যবস্থা না নিলে আরও বিপুল এলাকা নদীতে বিলীন হওয়ার আশঙ্কা রয়েছে। বক্তারা ভাঙন রোধে স্থায়ী বাঁধ নির্মাণের জোর দাবি জানান। এসময় ইউনিয়ন পরিষদের চেয়ারম্যান, জনপ্রতিনিধি, শিক্ষক ও বিভিন্ন শ্রেণী-পেশার মানুষ উপস্থিত ছিলেন। তারা সরকারের সংশ্লিষ্ট দপ্তরের হস্তক্ষেপ কামনা করেন। bbox=[608, 1101, 767, 1356]
gazipur-photo bbox=[224, 1844, 596, 2156]
bridge-col-2: করতে হচ্ছে। এতে শুধু সময়ই নষ্ট হচ্ছে না, অনেক সময় ক্লাসও মিস হচ্ছে। এক শিক্ষার্থী জানায়, “এতো উঁচু ব্রিজে উঠতে পারি না, তাই অনেকখানি ঘুরে স্কুলে যেতে হয়। ক্লাস মিস হয়।” ব্রিজটির পশ্চিম পাশে রয়েছে স্থানীয় বাজার। ফলে বাজারে যাতায়াত করতে কষ্ট হচ্ছে। বিশেষ করে বৃদ্ধ, নারী ও অসুস্থদের জন্য পরিস্থিতি হয়ে উঠেছে দুর্বিষহ। জরুরি অবস্থায় রোগী হাসপাতালে নিতে গিয়ে পড়তে হচ্ছে চরম ভোগান্তিতে। স্থানীয় বাসিন্দা জাহাঙ্গীর ইসলাম বলেন, “ব্রিজটি বহু আগেই হয়েছে, কিন্তু সংযোগ bbox=[285, 744, 503, 882]
snail-col-2: শামুকটি গাছের ছোট গহ্বরে ১০ থেকে ৫০টি করে গোলাপি-সাদা ডিম পাড়ে। একই সাথে, কিছু ডিম শামুকের খোলসের ভেতরে থাকতে দেখা গেছে এবং কিছু ডিম গাছের বাইরেও দৃশ্যমান ছিল। এই অভিনব আচরণ থেকে ধারণা করা হচ্ছে, শামুকটি পুরো জীবনচক্রই গাছে সম্পন্ন হয়, যা আগে কোথাও নথিভুক্ত হয়নি। এছাড়া দুপুর থেকে সন্ধ্যা পর্যন্ত ডিমগুলো গাছের বৃক্ষেও এরা ডিম পাড়ে বলে গবেষকরা ধারণা করেছেন। পূর্ববর্তী গবেষণায় যেখানে পাতার নিচে নেস্ট তৈরি করে ডিম পাড়ার তথ্য ছিল, এবারের পর্যবেক্ষণ তার সম্পূর্ণ ব্যতিক্রম চিত্র তুলে ধরেছে। গবেষণায় সহযোগী প্রাণরসায়ন ও অণুপ্রাণ বিজ্ঞান বিভাগের স্নাতকোত্তর শিক্ষার্থী মো. রহিম বাদশা ও মো. জাহিদ হাসান বলেন, বাংলাদেশে ফিল্ড-ভিত্তিক গবেষণা এখনো সীমিত; বেশিরভাগ গবেষণা কেবল প্রকাশনা ও রিপোজিটরি-কেন্দ্রিক। এই ধারা ভেঙ্গে দিতে শাহরিয়ার হোসেন bbox=[1009, 488, 1253, 709]
